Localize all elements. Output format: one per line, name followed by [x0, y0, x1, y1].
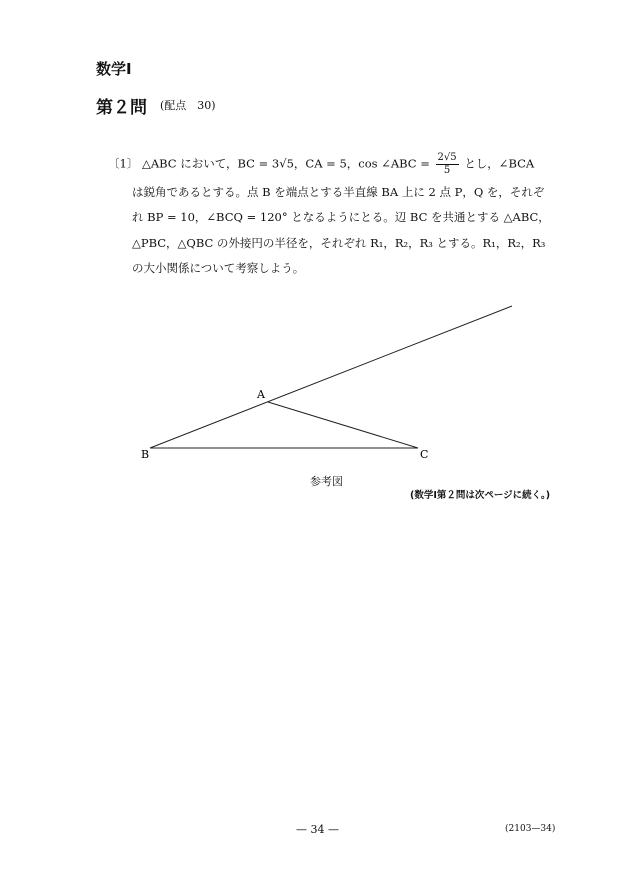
- subject-heading: 数学Ⅰ: [96, 60, 132, 78]
- problem-line-4: △PBC，△QBC の外接円の半径を，それぞれ R₁，R₂，R₃ とする。R₁，R₂，R₃: [132, 236, 546, 250]
- problem-line-1-pre: △ABC において，BC = 3√5，CA = 5，cos ∠ABC =: [141, 156, 430, 171]
- ray-ba: [150, 306, 512, 448]
- problem-line-3: れ BP = 10，∠BCQ = 120° となるようにとる。辺 BC を共通とする △ABC，: [132, 210, 550, 224]
- problem-line-2: は鋭角であるとする。点 B を端点とする半直線 BA 上に 2 点 P，Q を，それぞ: [132, 185, 545, 199]
- problem-number: 〔1〕: [108, 156, 139, 171]
- problem-line-5: の大小関係について考察しよう。: [132, 261, 305, 275]
- fraction-denominator: 5: [443, 165, 451, 176]
- page-code: (2103—34): [505, 824, 556, 834]
- label-a: A: [257, 388, 265, 401]
- label-c: C: [420, 448, 429, 461]
- points-label: (配点 30): [160, 99, 216, 112]
- problem-line-1-post: とし，∠BCA: [464, 156, 535, 171]
- figure-caption: 参考図: [310, 475, 343, 488]
- continued-note: (数学Ⅰ第２問は次ページに続く。): [410, 490, 551, 501]
- page-number: — 34 —: [296, 823, 339, 836]
- question-title: 第２問: [96, 98, 147, 118]
- fraction-numerator: 2√5: [437, 152, 457, 163]
- segment-ac: [268, 402, 418, 448]
- label-b: B: [141, 448, 150, 461]
